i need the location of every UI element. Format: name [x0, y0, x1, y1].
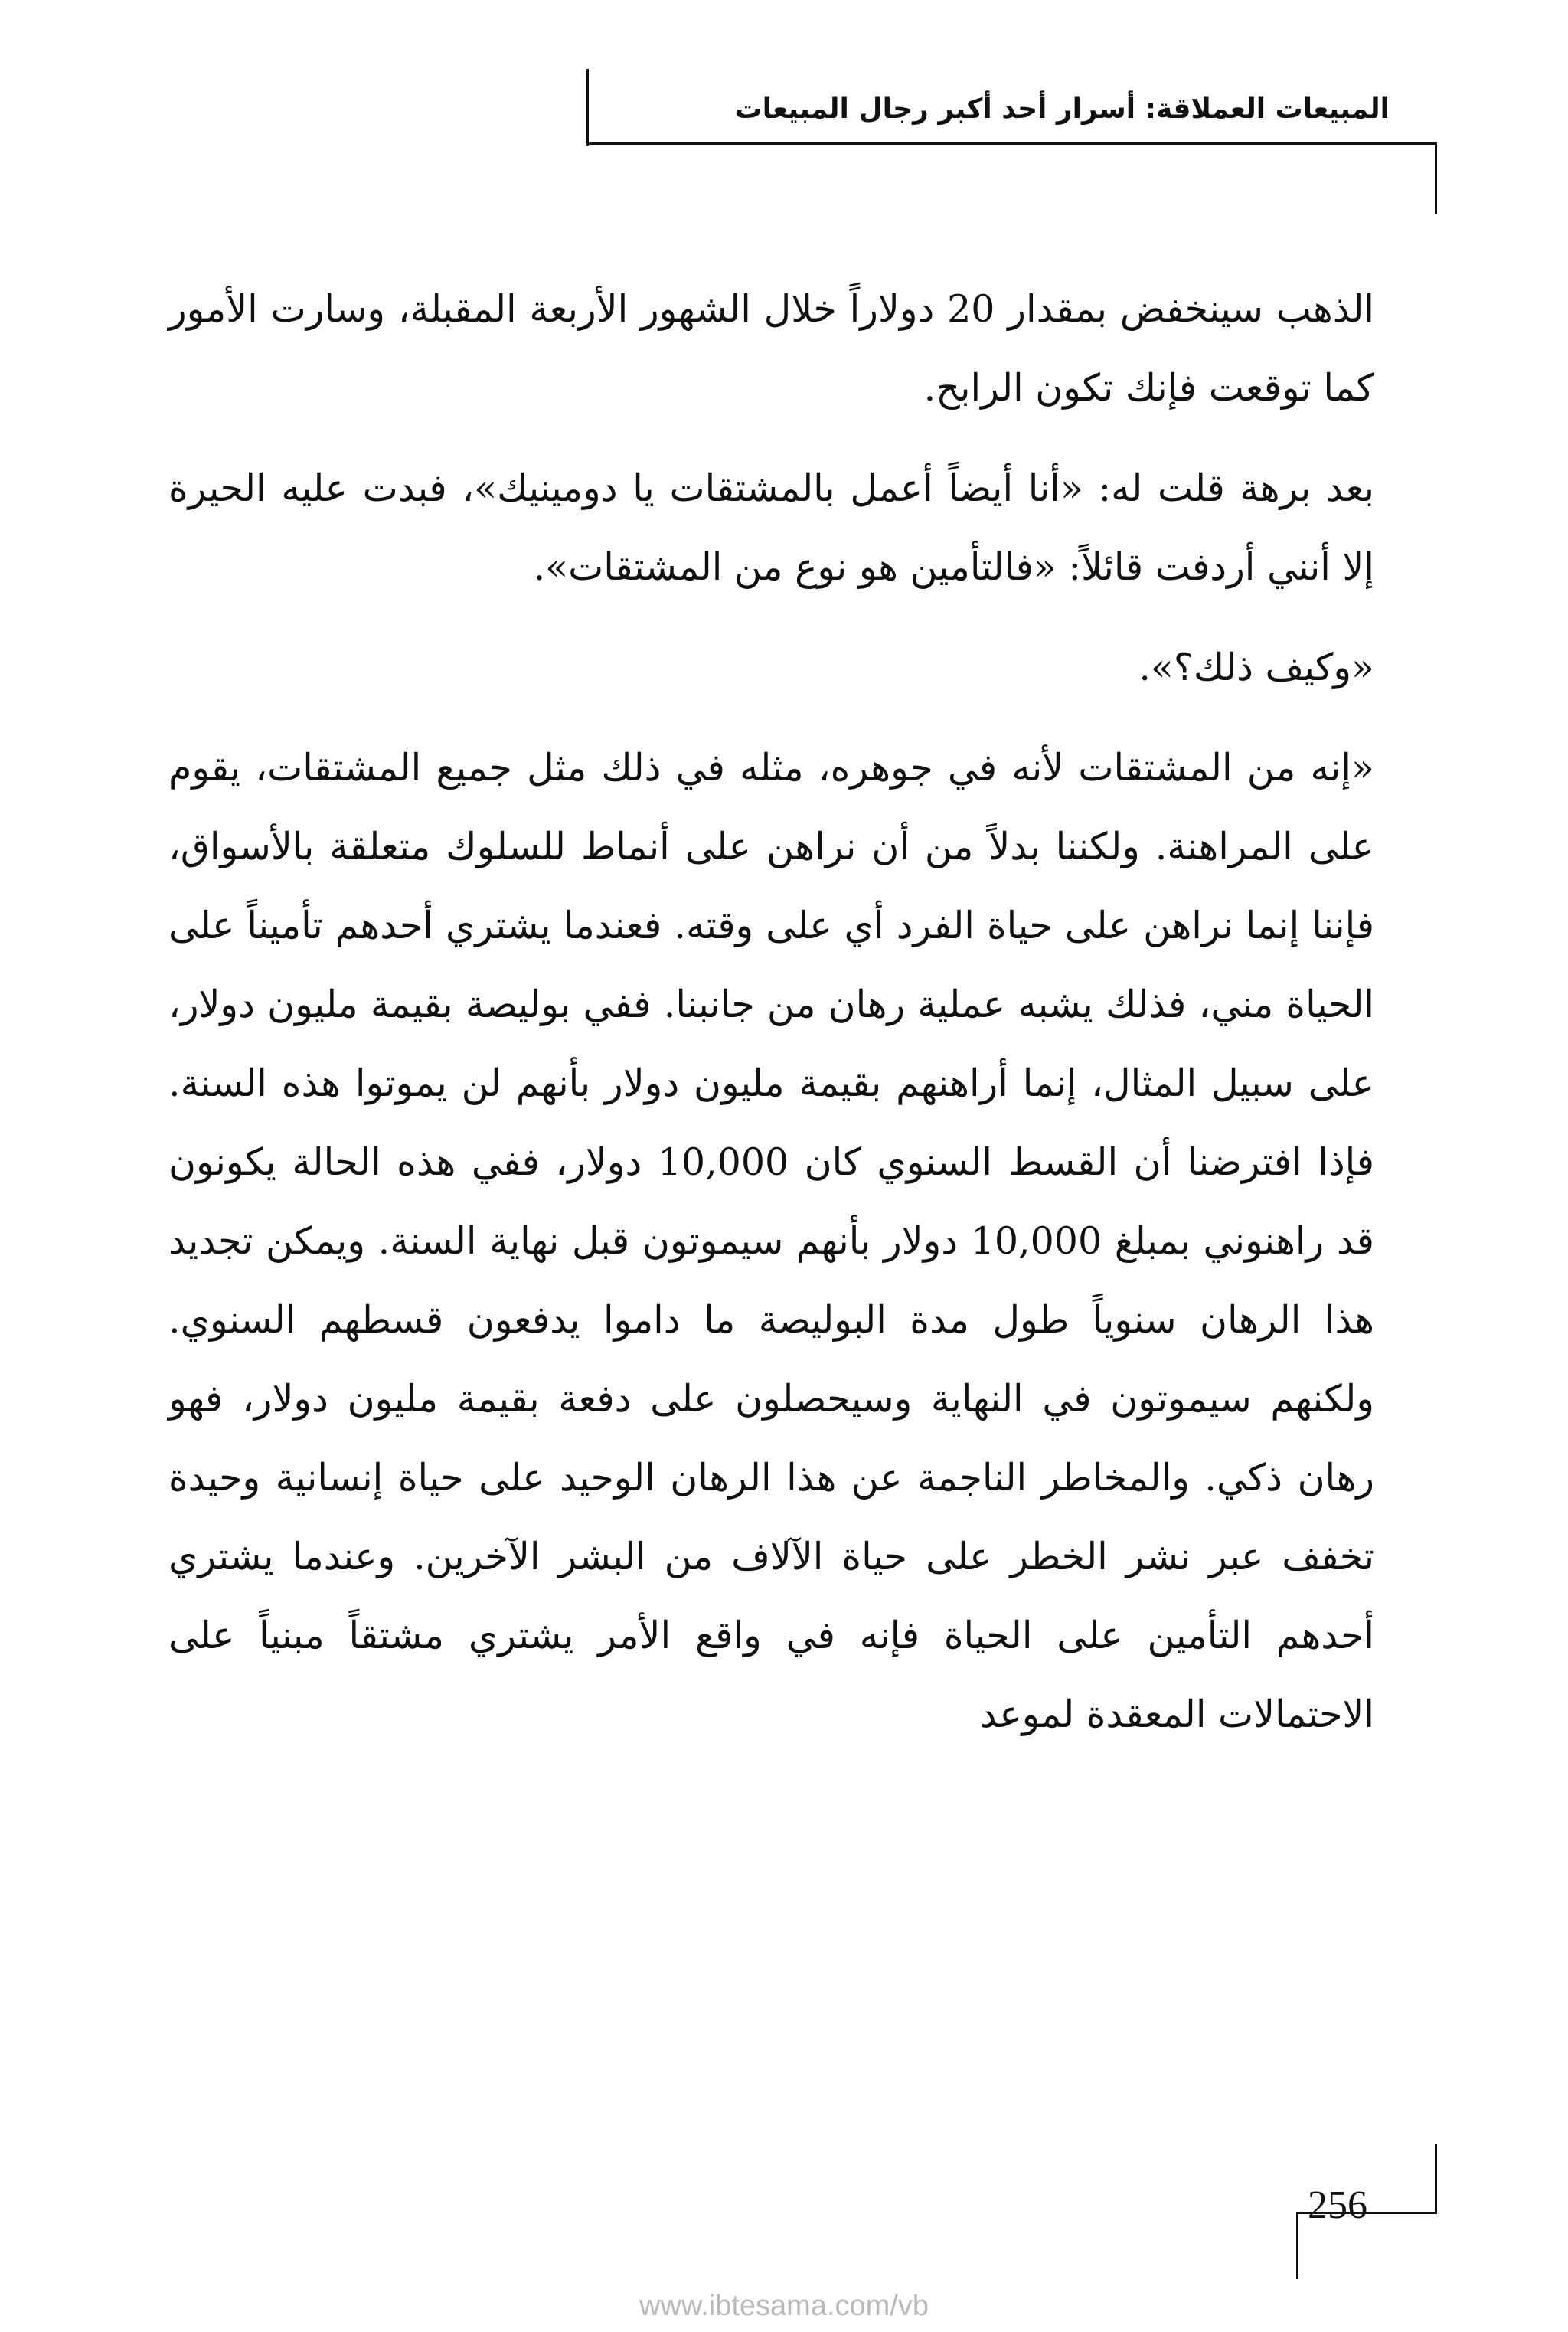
page-number-right-vertical-rule	[1435, 2144, 1437, 2213]
paragraph-2: بعد برهة قلت له: «أنا أيضاً أعمل بالمشتقات يا دومينيك»، فبدت عليه الحيرة إلا أنني أردفت قائلاً: «فالتأمين هو نوع من المشتقات».	[168, 466, 1374, 589]
running-header-title: المبيعات العملاقة: أسرار أحد أكبر رجال المبيعات	[734, 93, 1390, 125]
paragraph-4: «إنه من المشتقات لأنه في جوهره، مثله في ذلك مثل جميع المشتقات، يقوم على المراهنة. ولكننا بدلاً من أن نراهن على أنماط للسلوك متعلقة بالأسواق، فإننا إنما نراهن على حياة الفرد أي على وقته. فعندما يشتري أحدهم تأميناً على الحياة مني، فذلك يشبه عملية رهان من جانبنا. ففي بوليصة بقيمة مليون دولار، على سبيل المثال، إنما أراهنهم بقيمة مليون دولار بأنهم لن يموتوا هذه السنة. فإذا افترضنا أن القسط السنوي كان 10,000 دولار، ففي هذه الحالة يكونون قد راهنوني بمبلغ 10,000 دولار بأنهم سيموتون قبل نهاية السنة. ويمكن تجديد هذا الرهان سنوياً طول مدة البوليصة ما داموا يدفعون قسطهم السنوي. ولكنهم سيموتون في النهاية وسيحصلون على دفعة بقيمة مليون دولار، فهو رهان ذكي. والمخاطر الناجمة عن هذا الرهان الوحيد على حياة إنسانية وحيدة تخفف عبر نشر الخطر على حياة الآلاف من البشر الآخرين. وعندما يشتري أحدهم التأمين على الحياة فإنه في واقع الأمر يشتري مشتقاً مبنياً على الاحتمالات المعقدة لموعد	[168, 746, 1374, 1736]
paragraph-3: «وكيف ذلك؟».	[1138, 646, 1374, 689]
header-underline-rule	[586, 142, 1436, 145]
header-right-vertical-rule	[1435, 142, 1437, 214]
paragraph-1: الذهب سينخفض بمقدار 20 دولاراً خلال الشهور الأربعة المقبلة، وسارت الأمور كما توقعت فإنك تكون الرابح.	[168, 287, 1374, 410]
watermark-text: www.ibtesama.com/vb	[639, 2290, 929, 2322]
main-text-block	[168, 270, 1374, 1754]
page-number-left-vertical-rule	[1296, 2212, 1298, 2279]
header-left-vertical-rule	[586, 69, 589, 146]
page-number: 256	[1308, 2183, 1367, 2227]
